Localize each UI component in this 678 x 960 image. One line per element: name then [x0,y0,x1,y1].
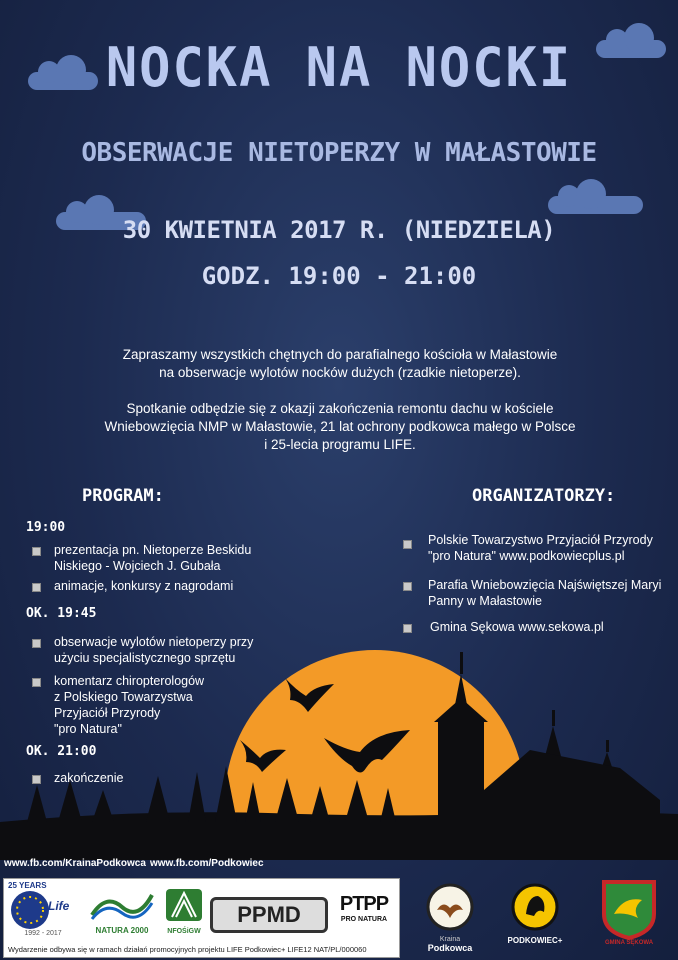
intro-line: i 25-lecia programu LIFE. [264,437,416,452]
program-slot-time: OK. 19:45 [26,606,97,621]
bullet-icon [32,678,41,687]
crest-icon [594,878,664,940]
natura-label: NATURA 2000 [95,926,149,935]
church-silhouette [434,652,660,830]
program-slot-time: 19:00 [26,520,66,535]
intro-line: na obserwacje wylotów nocków dużych (rzadkie nietoperze). [159,365,521,380]
program-item [54,634,253,666]
program-item: zakończenie [54,771,124,785]
leaf-icon [164,887,204,923]
intro-line: Zapraszamy wszystkich chętnych do parafialnego kościoła w Małastowie [122,347,558,362]
bullet-icon [403,624,412,633]
program-item-line: obserwacje wylotów nietoperzy przy [54,635,254,649]
event-title: NOCKA NA NOCKI [105,36,573,100]
ptpp-pro-natura-logo [334,885,394,945]
program-slot-time: OK. 21:00 [26,744,97,759]
program-item-line: Niskiego - Wojciech J. Gubała [54,559,221,573]
program-item-line: komentarz chiropterologów [54,674,205,688]
podkowiec-label: PODKOWIEC+ [507,936,563,945]
intro-line: Wniebowzięcia NMP w Małastowie, 21 lat ochrony podkowca małego w Polsce [104,419,576,434]
gmina-sekowa-crest [594,878,664,956]
nfosigw-label: NFOŚiGW [167,928,201,935]
organizer-line: Parafia Wniebowzięcia Najświętszej Maryi [428,578,662,592]
wave-icon [90,887,154,921]
gmina-label: GMINA SĘKOWA [604,940,654,946]
program-item [54,673,204,737]
bullet-icon [32,583,41,592]
event-subtitle: OBSERWACJE NIETOPERZY W MAŁASTOWIE [81,138,597,168]
bullet-icon [403,582,412,591]
organizer-item [428,532,653,564]
ppmd-logo [210,891,328,935]
program-item: animacje, konkursy z nagrodami [54,579,234,593]
nfosigw-logo [162,887,206,941]
podkowca-label: Podkowca [427,943,473,953]
organizer-item [428,577,661,609]
program-item-line: prezentacja pn. Nietoperze Beskidu [54,543,252,557]
sponsor-logo-bar [3,878,400,958]
bullet-icon [32,639,41,648]
intro-paragraph-1 [60,346,620,382]
podkowiec-plus-logo [500,882,570,952]
life-logo [8,881,78,943]
bullet-icon [32,547,41,556]
pro-natura-label: PRO NATURA [340,916,388,923]
program-item-line: Przyjaciół Przyrody [54,706,161,720]
program-heading: PROGRAM: [82,486,164,506]
kraina-label: Kraina [439,936,461,943]
program-item-line: z Polskiego Towarzystwa [54,690,193,704]
life-years-label: 25 YEARS [8,881,47,890]
project-footnote: Wydarzenie odbywa się w ramach działań promocyjnych projektu LIFE Podkowiec+ LIFE12 NAT/PL/000060 [8,945,367,954]
ppmd-label: PPMD [210,897,328,933]
program-item-line: użyciu specjalistycznego sprzętu [54,651,236,665]
cloud [548,196,643,214]
program-item-line: "pro Natura" [54,722,122,736]
organizers-heading: ORGANIZATORZY: [472,486,616,506]
event-time: GODZ. 19:00 - 21:00 [201,262,477,290]
life-label: Life [48,899,70,913]
facebook-link-kraina[interactable]: www.fb.com/KrainaPodkowca [4,858,146,869]
bullet-icon [403,540,412,549]
kraina-podkowca-logo [420,882,480,952]
organizer-line: "pro Natura" www.podkowiecplus.pl [428,549,625,563]
podkowiec-emblem-icon [510,882,560,932]
program-item [54,542,251,574]
ptpp-label: PTPP [339,893,389,915]
bat-emblem-icon [425,882,475,932]
bullet-icon [32,775,41,784]
organizer-line: Panny w Małastowie [428,594,542,608]
facebook-link-podkowiec[interactable]: www.fb.com/Podkowiec [150,858,264,869]
life-dates-label: 1992 - 2017 [24,930,62,937]
natura-2000-logo [90,887,154,937]
organizer-line: Polskie Towarzystwo Przyjaciół Przyrody [428,533,653,547]
organizer-item: Gmina Sękowa www.sekowa.pl [430,620,604,634]
event-date: 30 KWIETNIA 2017 R. (NIEDZIELA) [122,216,556,244]
intro-paragraph-2 [60,400,620,454]
intro-line: Spotkanie odbędzie się z okazji zakończenia remontu dachu w kościele [126,401,554,416]
